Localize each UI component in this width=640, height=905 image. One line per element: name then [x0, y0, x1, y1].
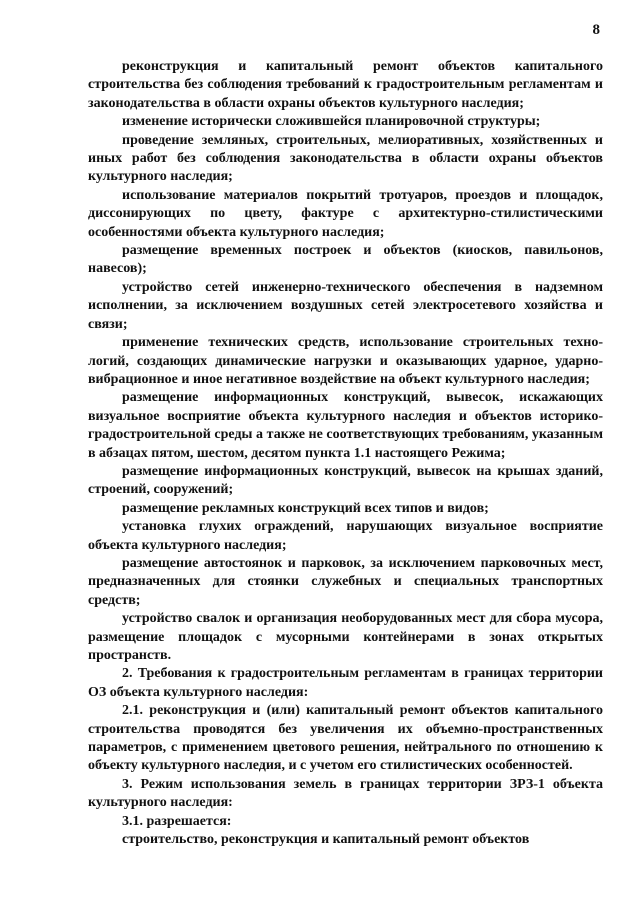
- section-heading: 3. Режим использования земель в границах территории ЗРЗ-1 объекта культурного наследия:: [88, 776, 603, 811]
- document-body: [88, 58, 603, 849]
- paragraph: использование материалов покрытий тротуаров, проездов и площадок, диссонирующих по цвету, фактуре с архитектурно-стилистическими особенностями объекта культурного наследия;: [88, 187, 603, 240]
- page-number: 8: [592, 22, 600, 38]
- paragraph: применение технических средств, использование строительных технологий, создающих динамические нагрузки и оказывающих ударное, ударновибрационное и иное негативное воздействие на объект культурного наследия;: [88, 335, 603, 387]
- paragraph: размещение информационных конструкций, вывесок, искажающих визуальное восприятие объекта культурного наследия и объектов историко-градостроительной среды а также не соответствующих требованиям, указанным в абзацах пятом, шестом, десятом пункта 1.1 настоящего Режима;: [88, 390, 603, 461]
- paragraph: устройство свалок и организация необорудованных мест для сбора мусора, размещение площадок с мусорными контейнерами в зонах открытых пространств.: [88, 611, 603, 663]
- paragraph: размещение временных построек и объектов (киосков, павильонов, навесов);: [88, 243, 603, 277]
- paragraph: строительство, реконструкция и капитальный ремонт объектов: [122, 832, 530, 848]
- paragraph: установка глухих ограждений, нарушающих визуальное восприятие объекта культурного наследия;: [88, 519, 603, 553]
- paragraph: реконструкция и капитальный ремонт объектов капитального строительства без соблюдения требований к градостроительным регламентам и законодательства в области охраны объектов культурного наследия;: [88, 59, 603, 111]
- paragraph: размещение рекламных конструкций всех типов и видов;: [122, 500, 489, 516]
- paragraph: размещение информационных конструкций, вывесок на крышах зданий, строений, сооружений;: [88, 463, 603, 498]
- paragraph: устройство сетей инженерно-технического обеспечения в надземном исполнении, за исключением воздушных сетей электросетевого хозяйства и связи;: [88, 279, 603, 332]
- section-heading: 2. Требования к градостроительным регламентам в границах территории ОЗ объекта культурного наследия:: [88, 666, 603, 700]
- subsection-heading: 3.1. разрешается:: [122, 813, 232, 829]
- paragraph: изменение исторически сложившейся планировочной структуры;: [122, 114, 541, 130]
- paragraph: 2.1. реконструкция и (или) капитальный ремонт объектов капитального строительства проводятся без увеличения их объемно-пространственных параметров, с применением цветового решения, нейтрального по отношению к объекту культурного наследия, и с учетом его стилистических особенностей.: [88, 703, 603, 774]
- paragraph: проведение земляных, строительных, мелиоративных, хозяйственных и иных работ без соблюдения законодательства в области охраны объектов культурного наследия;: [88, 132, 603, 185]
- paragraph: размещение автостоянок и парковок, за исключением парковочных мест, предназначенных для стоянки служебных и специальных транспортных средств;: [88, 555, 603, 608]
